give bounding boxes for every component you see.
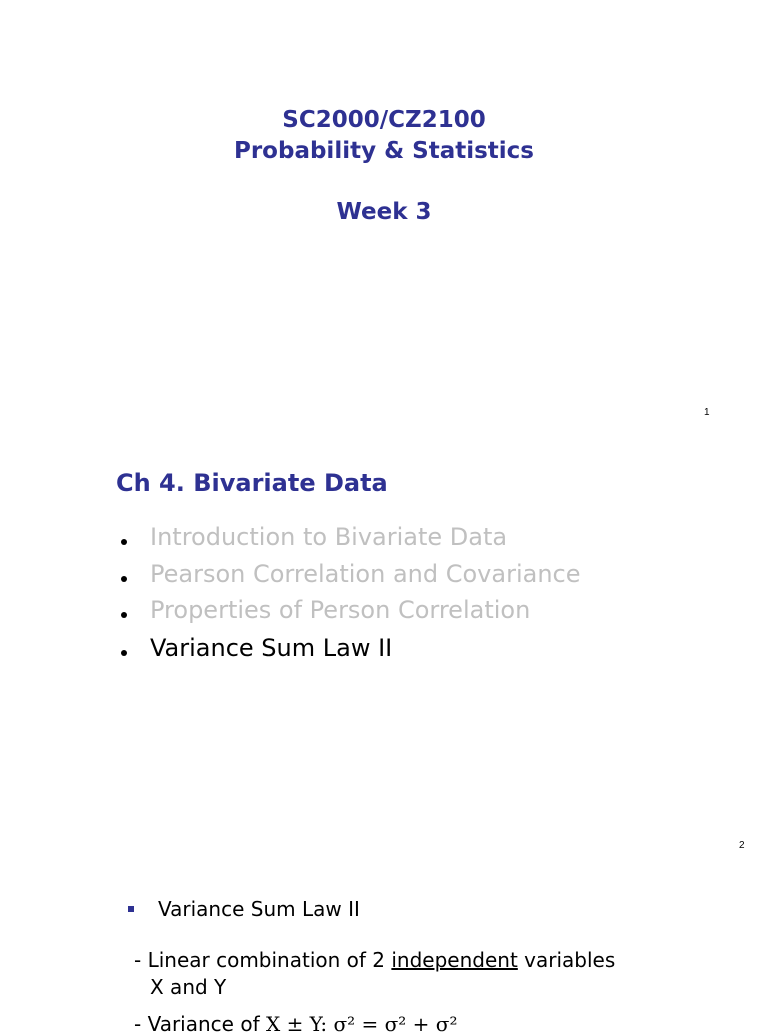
course-code: SC2000/CZ2100 — [282, 107, 486, 133]
variance-prefix: - Variance of — [134, 1012, 266, 1036]
bullet-item — [0, 592, 768, 628]
section-bullet-label: Variance Sum Law II — [158, 897, 360, 921]
bullet-item — [0, 630, 768, 666]
definition-underlined: independent — [391, 948, 518, 972]
definition-prefix: - Linear combination of 2 — [134, 948, 392, 972]
bullet-label: Properties of Person Correlation — [150, 596, 531, 624]
page-number-2: 2 — [739, 840, 745, 851]
page-number-1: 1 — [704, 407, 710, 418]
bullet-dot-icon — [121, 539, 127, 545]
bullet-item — [0, 556, 768, 592]
bullet-label: Pearson Correlation and Covariance — [150, 560, 581, 588]
bullet-label: Introduction to Bivariate Data — [150, 523, 508, 551]
variance-line — [134, 1012, 457, 1036]
bullet-dot-icon — [121, 650, 127, 656]
course-subject: Probability & Statistics — [233, 138, 534, 164]
week-label: Week 3 — [336, 199, 432, 225]
definition-suffix: variables — [517, 948, 616, 972]
definition-line — [134, 948, 615, 972]
bullet-label: Variance Sum Law II — [150, 634, 393, 662]
square-bullet-icon — [128, 906, 134, 912]
variance-expression: X ± Y: σ² = σ² + σ² — [265, 1012, 458, 1036]
bullet-dot-icon — [121, 612, 127, 618]
bullet-dot-icon — [121, 576, 127, 582]
chapter-heading: Ch 4. Bivariate Data — [116, 469, 388, 497]
bullet-item — [0, 519, 768, 555]
variables-line: X and Y — [150, 975, 227, 999]
